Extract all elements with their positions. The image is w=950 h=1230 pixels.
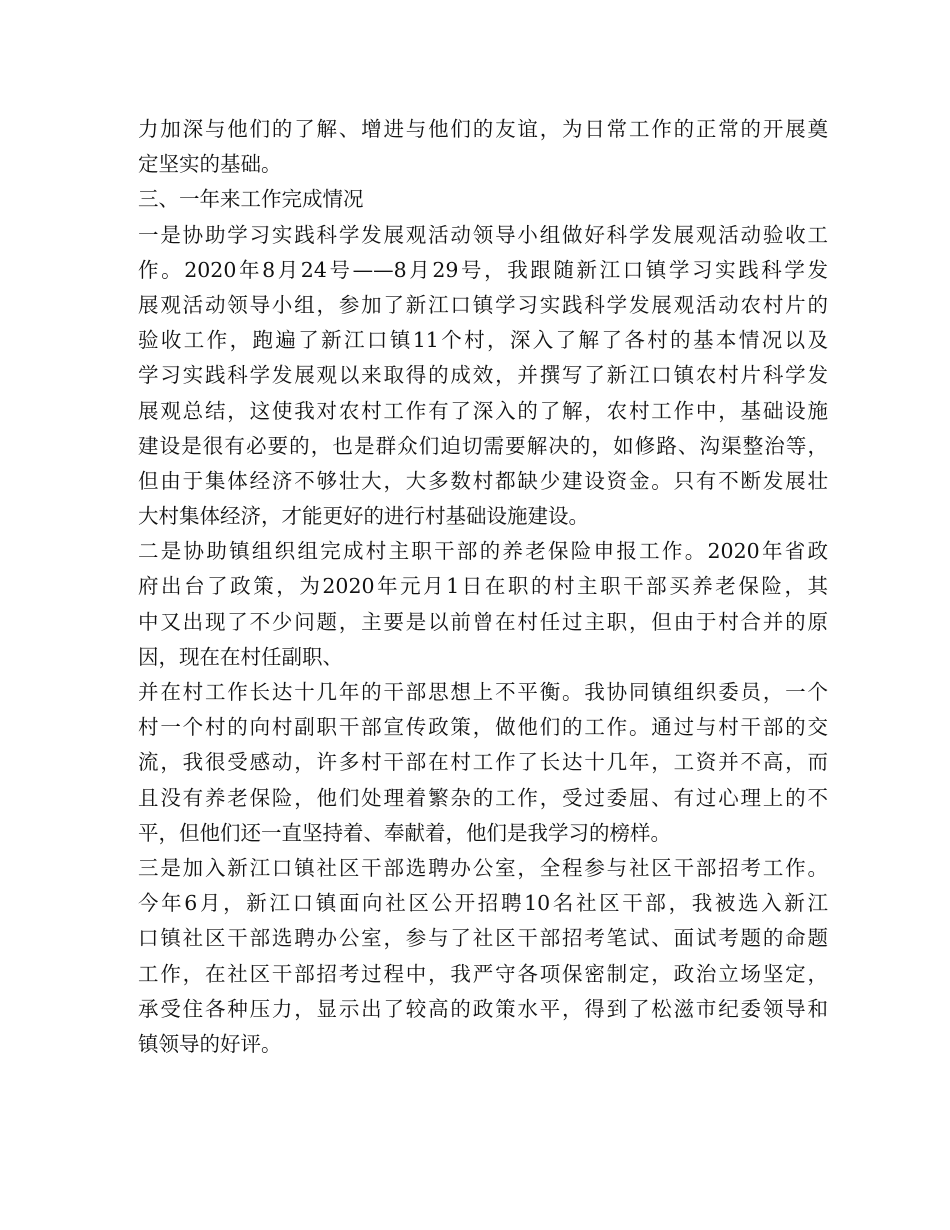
text-line: 平，但他们还一直坚持着、奉献着，他们是我学习的榜样。	[138, 820, 671, 845]
document-body	[138, 112, 828, 1062]
text-line: 口镇社区干部选聘办公室，参与了社区干部招考笔试、面试考题的命题	[138, 926, 828, 951]
text-line: 因，现在在村任副职、	[138, 644, 343, 669]
text-line: 建设是很有必要的，也是群众们迫切需要解决的，如修路、沟渠整治等，	[138, 433, 828, 458]
text-line: 二是协助镇组织组完成村主职干部的养老保险申报工作。2020年省政	[138, 539, 828, 564]
text-line: 验收工作，跑遍了新江口镇11个村，深入了解了各村的基本情况以及	[138, 328, 828, 353]
text-line: 作。2020年8月24号——8月29号，我跟随新江口镇学习实践科学发	[138, 257, 828, 282]
text-line: 三是加入新江口镇社区干部选聘办公室，全程参与社区干部招考工作。	[138, 855, 828, 880]
text-line: 展观总结，这使我对农村工作有了深入的了解，农村工作中，基础设施	[138, 398, 828, 423]
text-line: 三、一年来工作完成情况	[138, 187, 364, 212]
text-line: 今年6月，新江口镇面向社区公开招聘10名社区干部，我被选入新江	[138, 891, 828, 916]
text-line: 承受住各种压力，显示出了较高的政策水平，得到了松滋市纪委领导和	[138, 996, 828, 1021]
text-line: 中又出现了不少问题，主要是以前曾在村任过主职，但由于村合并的原	[138, 609, 828, 634]
text-line: 展观活动领导小组，参加了新江口镇学习实践科学发展观活动农村片的	[138, 292, 828, 317]
text-line: 镇领导的好评。	[138, 1031, 282, 1056]
text-line: 且没有养老保险，他们处理着繁杂的工作，受过委屈、有过心理上的不	[138, 785, 828, 810]
text-line: 定坚实的基础。	[138, 152, 282, 177]
text-line: 力加深与他们的了解、增进与他们的友谊，为日常工作的正常的开展奠	[138, 117, 828, 141]
text-line: 工作，在社区干部招考过程中，我严守各项保密制定，政治立场坚定，	[138, 961, 828, 986]
text-line: 并在村工作长达十几年的干部思想上不平衡。我协同镇组织委员，一个	[138, 680, 828, 704]
text-line: 府出台了政策，为2020年元月1日在职的村主职干部买养老保险，其	[138, 574, 828, 599]
text-line: 一是协助学习实践科学发展观活动领导小组做好科学发展观活动验收工	[138, 222, 828, 247]
text-line: 村一个村的向村副职干部宣传政策，做他们的工作。通过与村干部的交	[138, 715, 828, 740]
text-line: 但由于集体经济不够壮大，大多数村都缺少建设资金。只有不断发展壮	[138, 468, 828, 493]
text-line: 大村集体经济，才能更好的进行村基础设施建设。	[138, 504, 589, 529]
text-line: 流，我很受感动，许多村干部在村工作了长达十几年，工资并不高，而	[138, 750, 828, 775]
text-line: 学习实践科学发展观以来取得的成效，并撰写了新江口镇农村片科学发	[138, 363, 828, 388]
